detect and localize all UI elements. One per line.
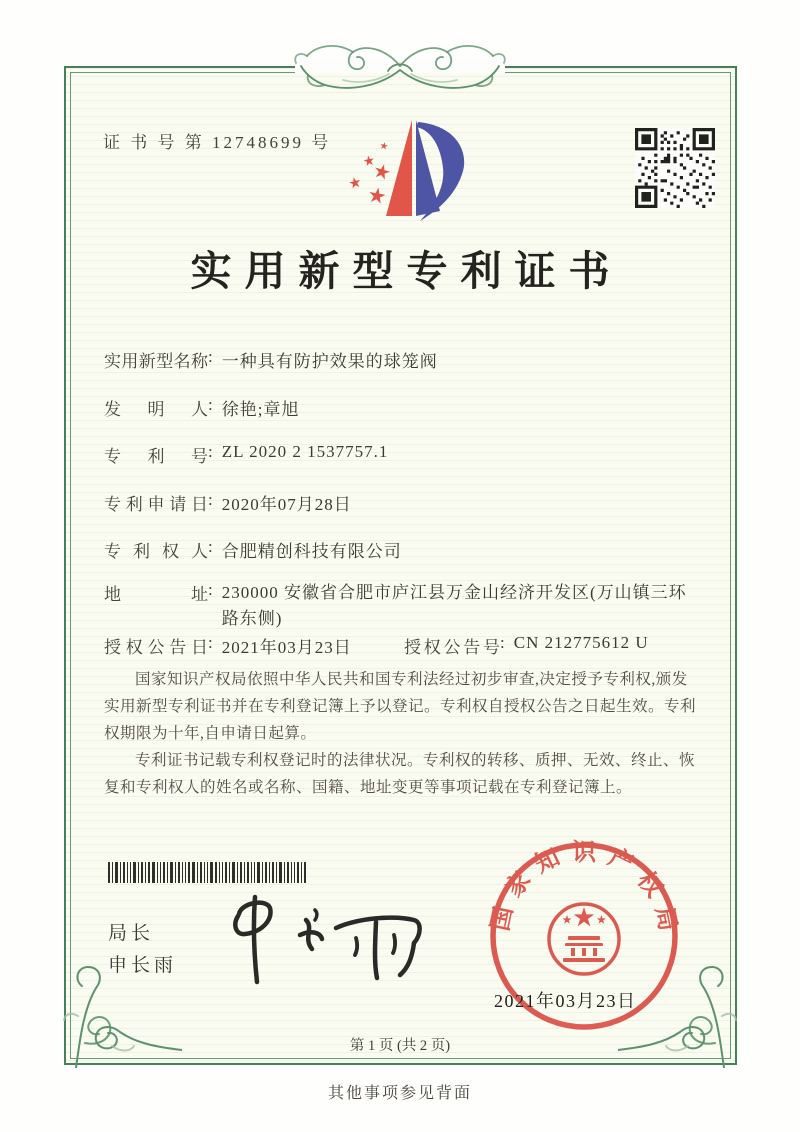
seal-char: 国	[487, 904, 519, 934]
field-colon: :	[208, 580, 213, 599]
cnipa-logo	[336, 108, 476, 253]
field-row-name	[104, 347, 708, 372]
official-name: 申长雨	[108, 955, 178, 976]
page-number: 第 1 页 (共 2 页)	[349, 1038, 451, 1054]
field-label: 发明人	[104, 400, 208, 419]
certificate-number: 证 书 号 第 12748699 号	[103, 133, 332, 152]
commissioner-signature	[218, 882, 433, 992]
field-colon: :	[208, 633, 213, 652]
field-label: 地址	[104, 585, 208, 604]
field-label: 实用新型名称	[104, 352, 208, 371]
field-colon: :	[500, 633, 505, 652]
legal-paragraph-2: 专利证书记载专利权登记时的法律状况。专利权的转移、质押、无效、终止、恢复和专利权人的姓名或名称、国籍、地址变更等事项记载在专利登记簿上。	[104, 752, 696, 796]
seal-char: 知	[531, 844, 565, 879]
field-value: CN 212775612 U	[513, 633, 649, 652]
seal-date: 2021年03月23日	[494, 991, 637, 1011]
field-row-grant	[104, 633, 708, 658]
field-colon: :	[208, 537, 213, 556]
field-colon: :	[208, 395, 213, 414]
field-value: 230000 安徽省合肥市庐江县万金山经济开发区(万山镇三环路东侧)	[221, 583, 687, 628]
field-value: ZL 2020 2 1537757.1	[221, 442, 389, 461]
field-value: 2020年07月28日	[221, 495, 352, 514]
field-value: 徐艳;章旭	[221, 400, 300, 419]
field-value: 2021年03月23日	[221, 638, 352, 657]
field-label: 专利权人	[104, 542, 208, 561]
official-title: 局长	[108, 923, 155, 944]
national-emblem	[549, 904, 619, 974]
field-value: 合肥精创科技有限公司	[221, 542, 402, 561]
field-value: 一种具有防护效果的球笼阀	[221, 352, 438, 371]
seal-char: 家	[500, 867, 537, 903]
top-center-flourish	[283, 40, 517, 106]
seal-char: 识	[572, 840, 596, 866]
certificate-title: 实用新型专利证书	[190, 248, 623, 294]
back-note: 其他事项参见背面	[327, 1085, 472, 1102]
field-row-filing-date	[104, 490, 708, 515]
field-row-address	[104, 580, 708, 632]
field-label: 专利号	[104, 447, 208, 466]
field-grant-number	[404, 633, 649, 658]
field-colon: :	[208, 347, 213, 366]
seal-char: 权	[631, 867, 668, 903]
legal-paragraph-1: 国家知识产权局依照中华人民共和国专利法经过初步审查,决定授予专利权,颁发实用新型专利证书并在专利登记簿上予以登记。专利权自授权公告之日起生效。专利权期限为十年,自申请日起算。	[104, 671, 697, 742]
barcode	[108, 862, 306, 883]
field-colon: :	[208, 442, 213, 461]
seal-char: 局	[649, 904, 681, 934]
field-row-patentee	[104, 537, 708, 562]
field-row-inventor	[104, 395, 708, 420]
qr-code	[635, 128, 715, 208]
field-label: 授权公告日	[104, 638, 208, 657]
field-label: 授权公告号	[404, 638, 500, 657]
field-colon: :	[208, 490, 213, 509]
field-row-patent-number	[104, 442, 708, 467]
seal-char: 产	[603, 844, 637, 879]
field-label: 专利申请日	[104, 495, 208, 514]
